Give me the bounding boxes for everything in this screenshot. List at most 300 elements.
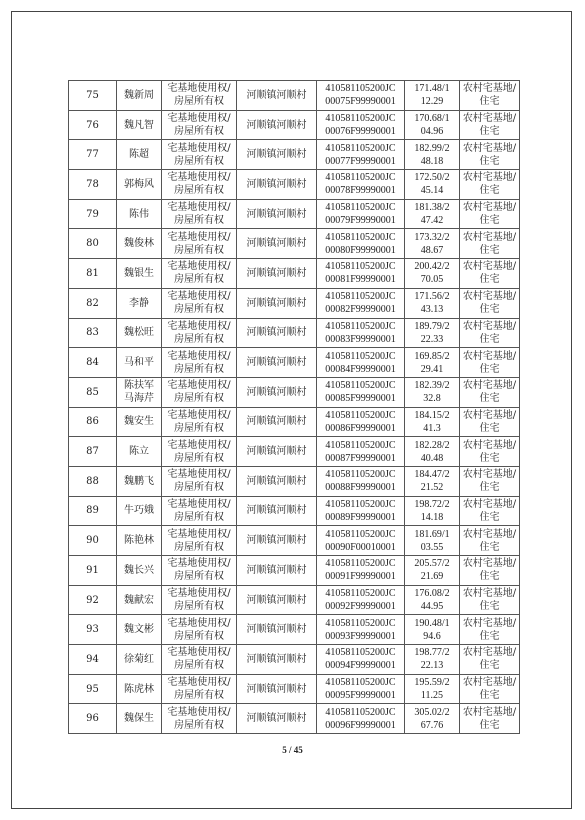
right-type-line: 宅基地使用权/ [167,380,231,392]
land-use-line: 住宅 [479,215,500,227]
right-type-line: 宅基地使用权/ [167,677,231,689]
land-use-line: 农村宅基地/ [462,528,517,540]
unit-code-line: 00079F99990001 [325,215,396,227]
area-line: 12.29 [420,96,444,108]
unit-code-line: 00078F99990001 [325,185,396,197]
cell-right-type [162,437,237,467]
cell-location: 河顺镇河顺村 [237,585,317,615]
cell-location: 河顺镇河顺村 [237,229,317,259]
right-type-line: 宅基地使用权/ [167,231,231,243]
unit-code-line: 00082F99990001 [325,304,396,316]
cell-record-number: 77 [69,140,117,170]
unit-code-line: 410581105200JC [325,202,396,214]
land-use-line: 农村宅基地/ [462,558,517,570]
area-line: 181.69/1 [414,528,450,540]
table-row [69,526,520,556]
area-line: 11.25 [420,690,444,702]
cell-area [405,318,460,348]
cell-record-number: 81 [69,259,117,289]
land-use-line: 住宅 [479,422,500,434]
cell-owner-name [117,140,162,170]
area-line: 170.68/1 [414,113,450,125]
land-use-line: 农村宅基地/ [462,350,517,362]
right-type-line: 房屋所有权 [174,630,224,642]
cell-unit-code [317,704,405,734]
right-type-line: 房屋所有权 [174,274,224,286]
area-line: 195.59/2 [414,677,450,689]
unit-code-line: 410581105200JC [325,528,396,540]
area-line: 172.50/2 [414,172,450,184]
right-type-line: 宅基地使用权/ [167,291,231,303]
owner-name-line: 郭梅风 [124,178,154,190]
cell-location: 河顺镇河顺村 [237,466,317,496]
cell-land-use [460,437,520,467]
right-type-line: 房屋所有权 [174,482,224,494]
cell-unit-code [317,556,405,586]
cell-unit-code [317,674,405,704]
land-use-line: 住宅 [479,274,500,286]
unit-code-line: 410581105200JC [325,291,396,303]
cell-land-use [460,110,520,140]
unit-code-line: 00091F99990001 [325,571,396,583]
table-row [69,615,520,645]
cell-owner-name [117,259,162,289]
right-type-line: 房屋所有权 [174,363,224,375]
right-type-line: 宅基地使用权/ [167,588,231,600]
unit-code-line: 00085F99990001 [325,393,396,405]
cell-land-use [460,318,520,348]
unit-code-line: 00080F99990001 [325,244,396,256]
cell-owner-name [117,704,162,734]
land-use-line: 农村宅基地/ [462,409,517,421]
unit-code-line: 00081F99990001 [325,274,396,286]
cell-area [405,288,460,318]
unit-code-line: 00095F99990001 [325,690,396,702]
unit-code-line: 410581105200JC [325,142,396,154]
area-line: 43.13 [420,304,444,316]
cell-owner-name [117,318,162,348]
cell-area [405,348,460,378]
cell-location: 河顺镇河顺村 [237,199,317,229]
unit-code-line: 410581105200JC [325,647,396,659]
cell-land-use [460,170,520,200]
unit-code-line: 410581105200JC [325,588,396,600]
area-line: 70.05 [420,274,444,286]
cell-location: 河顺镇河顺村 [237,556,317,586]
cell-record-number: 84 [69,348,117,378]
area-line: 41.3 [423,422,441,434]
owner-name-line: 陈虎林 [124,683,154,695]
area-line: 182.99/2 [414,142,450,154]
land-use-line: 农村宅基地/ [462,469,517,481]
unit-code-line: 00075F99990001 [325,96,396,108]
unit-code-line: 410581105200JC [325,350,396,362]
land-use-line: 农村宅基地/ [462,261,517,273]
records-body [69,81,520,734]
cell-location: 河顺镇河顺村 [237,81,317,111]
right-type-line: 房屋所有权 [174,155,224,167]
unit-code-line: 410581105200JC [325,172,396,184]
cell-land-use [460,496,520,526]
unit-code-line: 00088F99990001 [325,482,396,494]
land-use-line: 住宅 [479,690,500,702]
land-use-line: 住宅 [479,719,500,731]
cell-unit-code [317,170,405,200]
right-type-line: 宅基地使用权/ [167,83,231,95]
table-row [69,407,520,437]
right-type-line: 宅基地使用权/ [167,706,231,718]
cell-unit-code [317,645,405,675]
right-type-line: 宅基地使用权/ [167,498,231,510]
right-type-line: 宅基地使用权/ [167,172,231,184]
unit-code-line: 410581105200JC [325,320,396,332]
cell-right-type [162,288,237,318]
cell-right-type [162,110,237,140]
cell-owner-name [117,81,162,111]
unit-code-line: 00090F00010001 [325,541,396,553]
land-use-line: 农村宅基地/ [462,83,517,95]
land-use-line: 农村宅基地/ [462,113,517,125]
cell-owner-name [117,110,162,140]
right-type-line: 宅基地使用权/ [167,469,231,481]
land-use-line: 住宅 [479,333,500,345]
area-line: 45.14 [420,185,444,197]
cell-right-type [162,140,237,170]
land-use-line: 住宅 [479,244,500,256]
owner-name-line: 魏银生 [124,267,154,279]
cell-area [405,526,460,556]
land-use-line: 住宅 [479,393,500,405]
land-use-line: 住宅 [479,304,500,316]
area-line: 21.69 [420,571,444,583]
cell-land-use [460,348,520,378]
cell-record-number: 89 [69,496,117,526]
area-line: 182.39/2 [414,380,450,392]
cell-unit-code [317,288,405,318]
cell-land-use [460,585,520,615]
area-line: 22.13 [420,660,444,672]
right-type-line: 房屋所有权 [174,719,224,731]
cell-right-type [162,496,237,526]
cell-record-number: 94 [69,645,117,675]
cell-unit-code [317,377,405,407]
owner-name-line: 陈伟 [129,208,149,220]
cell-right-type [162,556,237,586]
area-line: 21.52 [420,482,444,494]
cell-right-type [162,674,237,704]
area-line: 181.38/2 [414,202,450,214]
cell-right-type [162,348,237,378]
cell-record-number: 90 [69,526,117,556]
land-use-line: 住宅 [479,96,500,108]
cell-area [405,229,460,259]
owner-name-line: 魏文彬 [124,624,154,636]
owner-name-line: 魏凡智 [124,119,154,131]
right-type-line: 房屋所有权 [174,541,224,553]
table-row [69,377,520,407]
cell-land-use [460,615,520,645]
right-type-line: 房屋所有权 [174,452,224,464]
cell-unit-code [317,110,405,140]
land-use-line: 农村宅基地/ [462,142,517,154]
unit-code-line: 00089F99990001 [325,511,396,523]
table-row [69,496,520,526]
area-line: 40.48 [420,452,444,464]
land-use-line: 住宅 [479,155,500,167]
cell-record-number: 82 [69,288,117,318]
land-use-line: 农村宅基地/ [462,380,517,392]
cell-location: 河顺镇河顺村 [237,140,317,170]
cell-location: 河顺镇河顺村 [237,496,317,526]
right-type-line: 宅基地使用权/ [167,647,231,659]
right-type-line: 房屋所有权 [174,571,224,583]
area-line: 171.56/2 [414,291,450,303]
right-type-line: 房屋所有权 [174,690,224,702]
owner-name-line: 陈超 [129,149,149,161]
cell-unit-code [317,140,405,170]
cell-unit-code [317,615,405,645]
cell-owner-name [117,674,162,704]
unit-code-line: 410581105200JC [325,83,396,95]
area-line: 176.08/2 [414,588,450,600]
unit-code-line: 00086F99990001 [325,422,396,434]
area-line: 305.02/2 [414,706,450,718]
owner-name-line: 魏鹏飞 [124,475,154,487]
land-use-line: 农村宅基地/ [462,647,517,659]
right-type-line: 宅基地使用权/ [167,202,231,214]
right-type-line: 宅基地使用权/ [167,320,231,332]
cell-owner-name [117,199,162,229]
cell-land-use [460,288,520,318]
cell-area [405,645,460,675]
cell-right-type [162,407,237,437]
right-type-line: 宅基地使用权/ [167,350,231,362]
area-line: 14.18 [420,511,444,523]
owner-name-line: 马海芹 [124,393,154,405]
cell-right-type [162,704,237,734]
cell-record-number: 75 [69,81,117,111]
land-use-line: 农村宅基地/ [462,617,517,629]
cell-record-number: 78 [69,170,117,200]
page-number: 5 / 45 [282,745,303,755]
cell-record-number: 95 [69,674,117,704]
owner-name-line: 魏安生 [124,416,154,428]
cell-right-type [162,81,237,111]
unit-code-line: 410581105200JC [325,558,396,570]
cell-unit-code [317,348,405,378]
area-line: 48.18 [420,155,444,167]
cell-land-use [460,645,520,675]
land-use-line: 农村宅基地/ [462,677,517,689]
cell-area [405,81,460,111]
right-type-line: 房屋所有权 [174,185,224,197]
right-type-line: 宅基地使用权/ [167,617,231,629]
cell-location: 河顺镇河顺村 [237,704,317,734]
cell-owner-name [117,288,162,318]
land-use-line: 农村宅基地/ [462,231,517,243]
cell-location: 河顺镇河顺村 [237,674,317,704]
area-line: 184.47/2 [414,469,450,481]
cell-location: 河顺镇河顺村 [237,377,317,407]
right-type-line: 宅基地使用权/ [167,113,231,125]
area-line: 94.6 [423,630,441,642]
table-row [69,645,520,675]
table-row [69,556,520,586]
cell-right-type [162,585,237,615]
cell-owner-name [117,407,162,437]
unit-code-line: 410581105200JC [325,261,396,273]
cell-location: 河顺镇河顺村 [237,526,317,556]
table-row [69,81,520,111]
land-use-line: 住宅 [479,363,500,375]
cell-unit-code [317,466,405,496]
land-use-line: 住宅 [479,126,500,138]
cell-right-type [162,526,237,556]
cell-right-type [162,466,237,496]
cell-owner-name [117,496,162,526]
land-use-line: 农村宅基地/ [462,172,517,184]
cell-land-use [460,140,520,170]
cell-land-use [460,259,520,289]
owner-name-line: 徐菊红 [124,653,154,665]
area-line: 205.57/2 [414,558,450,570]
table-row [69,674,520,704]
cell-unit-code [317,496,405,526]
right-type-line: 房屋所有权 [174,244,224,256]
table-row [69,348,520,378]
cell-record-number: 92 [69,585,117,615]
unit-code-line: 00076F99990001 [325,126,396,138]
land-use-line: 农村宅基地/ [462,706,517,718]
cell-area [405,615,460,645]
cell-area [405,140,460,170]
cell-owner-name [117,377,162,407]
right-type-line: 房屋所有权 [174,511,224,523]
cell-record-number: 93 [69,615,117,645]
cell-area [405,377,460,407]
right-type-line: 宅基地使用权/ [167,528,231,540]
cell-land-use [460,556,520,586]
table-row [69,318,520,348]
unit-code-line: 00093F99990001 [325,630,396,642]
cell-unit-code [317,526,405,556]
right-type-line: 宅基地使用权/ [167,142,231,154]
right-type-line: 房屋所有权 [174,393,224,405]
owner-name-line: 陈扶军 [124,380,154,392]
land-use-line: 农村宅基地/ [462,588,517,600]
cell-area [405,496,460,526]
area-line: 29.41 [420,363,444,375]
cell-area [405,704,460,734]
cell-record-number: 86 [69,407,117,437]
unit-code-line: 00094F99990001 [325,660,396,672]
cell-area [405,556,460,586]
cell-land-use [460,377,520,407]
land-use-line: 住宅 [479,511,500,523]
cell-location: 河顺镇河顺村 [237,645,317,675]
unit-code-line: 00084F99990001 [325,363,396,375]
cell-owner-name [117,585,162,615]
land-use-line: 住宅 [479,630,500,642]
cell-area [405,199,460,229]
area-line: 47.42 [420,215,444,227]
area-line: 44.95 [420,601,444,613]
cell-right-type [162,259,237,289]
cell-owner-name [117,526,162,556]
cell-land-use [460,526,520,556]
unit-code-line: 00077F99990001 [325,155,396,167]
area-line: 03.55 [420,541,444,553]
right-type-line: 宅基地使用权/ [167,439,231,451]
right-type-line: 房屋所有权 [174,422,224,434]
table-row [69,437,520,467]
owner-name-line: 陈艳林 [124,535,154,547]
cell-unit-code [317,81,405,111]
land-use-line: 农村宅基地/ [462,320,517,332]
table-row [69,229,520,259]
owner-name-line: 马和平 [124,357,154,369]
cell-area [405,407,460,437]
unit-code-line: 410581105200JC [325,498,396,510]
right-type-line: 宅基地使用权/ [167,261,231,273]
owner-name-line: 陈立 [129,446,149,458]
unit-code-line: 410581105200JC [325,706,396,718]
cell-area [405,466,460,496]
land-use-line: 农村宅基地/ [462,498,517,510]
land-use-line: 住宅 [479,660,500,672]
cell-location: 河顺镇河顺村 [237,288,317,318]
right-type-line: 房屋所有权 [174,601,224,613]
cell-land-use [460,466,520,496]
unit-code-line: 410581105200JC [325,677,396,689]
cell-area [405,170,460,200]
cell-record-number: 83 [69,318,117,348]
area-line: 22.33 [420,333,444,345]
cell-record-number: 91 [69,556,117,586]
area-line: 189.79/2 [414,320,450,332]
land-use-line: 农村宅基地/ [462,202,517,214]
cell-right-type [162,318,237,348]
area-line: 198.77/2 [414,647,450,659]
cell-land-use [460,674,520,704]
area-line: 184.15/2 [414,409,450,421]
cell-right-type [162,645,237,675]
unit-code-line: 00087F99990001 [325,452,396,464]
cell-area [405,437,460,467]
area-line: 04.96 [420,126,444,138]
owner-name-line: 魏献宏 [124,594,154,606]
unit-code-line: 410581105200JC [325,380,396,392]
cell-owner-name [117,615,162,645]
table-row [69,170,520,200]
cell-unit-code [317,318,405,348]
owner-name-line: 牛巧娥 [124,505,154,517]
unit-code-line: 410581105200JC [325,469,396,481]
cell-owner-name [117,229,162,259]
cell-area [405,585,460,615]
unit-code-line: 00092F99990001 [325,601,396,613]
area-line: 182.28/2 [414,439,450,451]
cell-unit-code [317,437,405,467]
right-type-line: 宅基地使用权/ [167,409,231,421]
cell-record-number: 79 [69,199,117,229]
cell-record-number: 76 [69,110,117,140]
cell-unit-code [317,259,405,289]
cell-land-use [460,407,520,437]
owner-name-line: 魏俊林 [124,238,154,250]
cell-area [405,110,460,140]
cell-location: 河顺镇河顺村 [237,110,317,140]
